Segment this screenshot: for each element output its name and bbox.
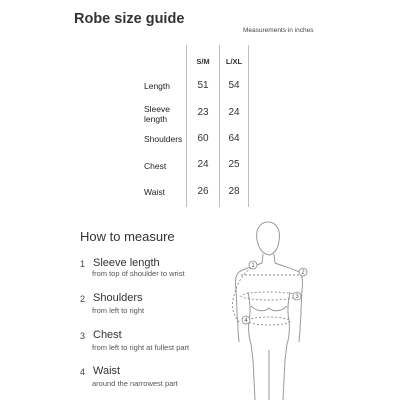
row-label-waist: Waist: [144, 187, 165, 197]
cell-sleeve-lxl: 24: [228, 107, 240, 118]
marker-2-label: 2: [301, 270, 305, 276]
cell-chest-lxl: 25: [228, 159, 240, 170]
cell-waist-sm: 26: [197, 186, 209, 197]
figure-head: [257, 222, 280, 255]
column-header-sm: S/M: [196, 57, 210, 66]
step-description: from left to right: [92, 306, 145, 315]
marker-3-label: 3: [295, 294, 299, 300]
step-number: 1: [80, 259, 86, 269]
body-figure-illustration: [215, 220, 325, 400]
step-number: 2: [80, 294, 86, 304]
step-description: around the narrowest part: [92, 379, 178, 388]
cell-waist-lxl: 28: [228, 186, 240, 197]
waist-guide: [248, 317, 290, 325]
units-note: Measurements in inches: [243, 27, 314, 34]
figure-bust: [251, 306, 287, 311]
cell-shoulders-lxl: 64: [228, 133, 240, 144]
row-label-length: Length: [144, 81, 170, 91]
row-label-chest: Chest: [144, 161, 167, 171]
table-divider: [248, 45, 249, 207]
cell-sleeve-sm: 23: [197, 107, 209, 118]
step-description: from top of shoulder to wrist: [92, 269, 185, 278]
row-label-shoulders: Shoulders: [144, 134, 183, 144]
step-name: Shoulders: [93, 292, 143, 304]
step-name: Waist: [93, 365, 121, 377]
step-description: from left to right at fullest part: [92, 343, 190, 352]
row-label-sleeve-length: Sleeve length: [144, 104, 170, 124]
chest-guide: [241, 292, 297, 300]
step-number: 3: [80, 331, 86, 341]
cell-length-lxl: 54: [228, 80, 240, 91]
step-name: Sleeve length: [93, 257, 160, 269]
cell-length-sm: 51: [197, 80, 209, 91]
page-title: Robe size guide: [74, 11, 185, 27]
table-divider: [186, 45, 187, 207]
step-name: Chest: [93, 329, 122, 341]
column-header-lxl: L/XL: [225, 57, 243, 66]
step-number: 4: [80, 367, 86, 377]
cell-shoulders-sm: 60: [197, 133, 209, 144]
marker-1-label: 1: [251, 263, 255, 269]
how-to-measure-title: How to measure: [80, 229, 175, 244]
marker-4-label: 4: [244, 318, 248, 324]
cell-chest-sm: 24: [197, 159, 209, 170]
table-divider: [219, 45, 220, 207]
